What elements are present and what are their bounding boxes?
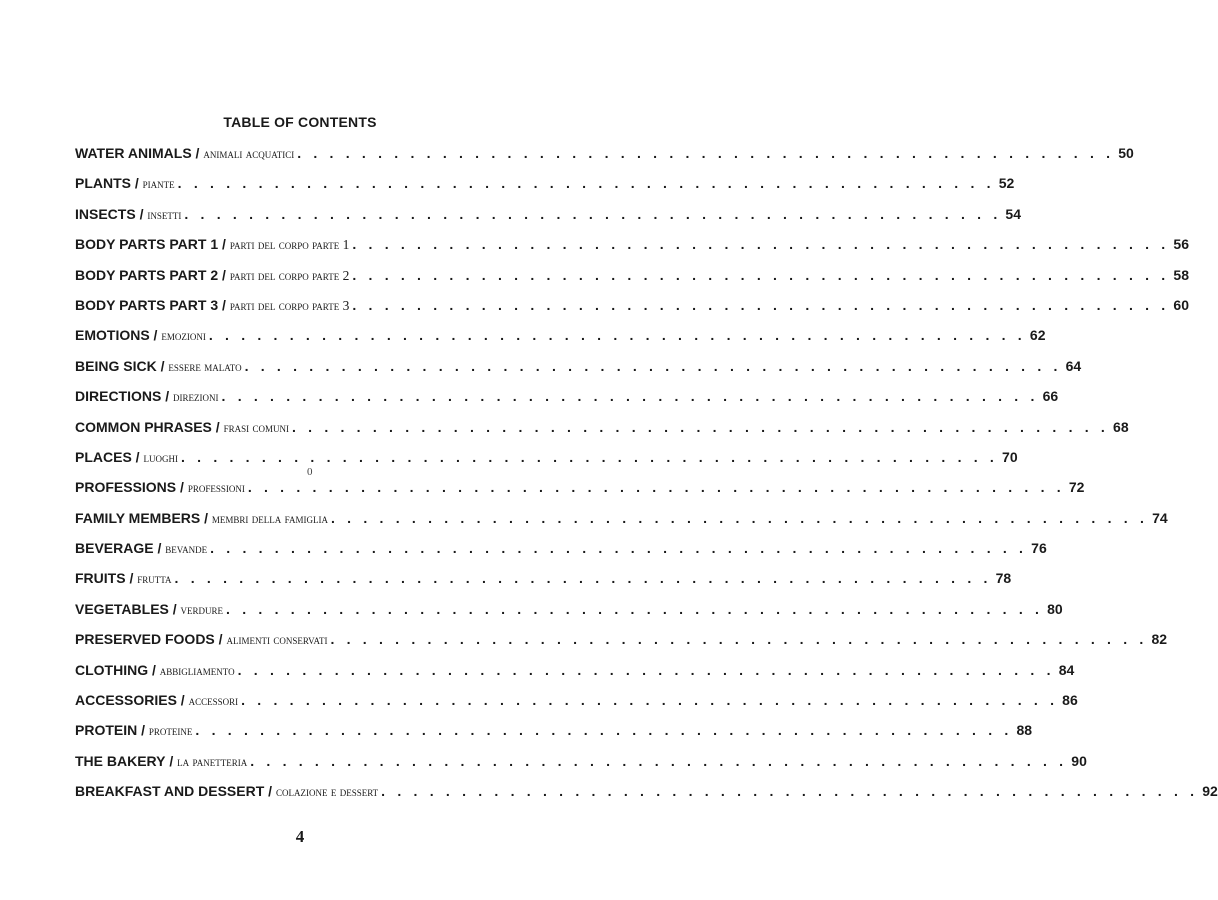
toc-entry-separator: / [135,205,148,222]
toc-entry-page: 88 [1016,722,1033,739]
toc-entry-italian: parti del corpo parte 1 [229,237,350,253]
toc-entry-english: BREAKFAST AND DESSERT [75,783,265,800]
toc-entry-english: BEVERAGE [75,540,154,557]
toc-entry-page: 52 [998,175,1015,192]
toc-entry-separator: / [191,145,204,161]
toc-entry-leader-dots: . . . . . . . . . . . . . . . . . . . . . . . . . . . . . . . . . . . . . . . . . . . . . . . . . . . [247,479,1065,496]
toc-entry [75,600,1063,631]
toc-entry-english: PLANTS [75,175,131,192]
page-number: 4 [295,827,305,846]
toc-entry-leader-dots: . . . . . . . . . . . . . . . . . . . . . . . . . . . . . . . . . . . . . . . . . . . . . . . . . . . [352,236,1170,253]
toc-entry [75,236,1189,266]
toc-entry [75,327,1046,357]
toc-entry [75,205,1021,236]
toc-entry-italian: frasi comuni [223,419,289,435]
toc-entry-italian: insetti [147,206,182,222]
toc-entry-italian: abbigliamento [159,662,235,678]
toc-entry-page: 78 [995,570,1012,587]
toc-entry-leader-dots: . . . . . . . . . . . . . . . . . . . . . . . . . . . . . . . . . . . . . . . . . . . . . . . . . . . [184,205,1002,222]
toc-entry-italian: alimenti conservati [226,632,328,648]
toc-entry-english: PLACES [75,448,132,465]
toc-entry-leader-dots: . . . . . . . . . . . . . . . . . . . . . . . . . . . . . . . . . . . . . . . . . . . . . . . . . . . [331,509,1149,526]
toc-entry-separator: / [168,600,181,617]
toc-entry-leader-dots: . . . . . . . . . . . . . . . . . . . . . . . . . . . . . . . . . . . . . . . . . . . . . . . . . . . [195,722,1013,739]
toc-entry-page: 50 [1118,145,1134,161]
toc-entry-italian: la panetteria [177,753,248,769]
toc-entry-english: COMMON PHRASES [75,418,212,435]
toc-entry [75,266,1189,297]
toc-entry-separator: / [176,479,188,496]
toc-entry-separator: / [131,448,144,465]
toc-entry [75,570,1012,600]
toc-entry [75,448,1018,479]
toc-entry-leader-dots: . . . . . . . . . . . . . . . . . . . . . . . . . . . . . . . . . . . . . . . . . . . . . . . . . . . [210,540,1028,557]
toc-entry-page: 82 [1151,631,1168,648]
toc-entry-separator: / [214,631,227,648]
toc-entry-page: 84 [1058,661,1075,678]
toc-entry-english: FAMILY MEMBERS [75,509,201,526]
toc-entry-page: 92 [1202,783,1218,800]
toc-entry-page: 54 [1005,205,1021,222]
toc-entry-separator: / [153,540,166,557]
toc-entry-italian: emozioni [161,328,206,344]
toc-entry-leader-dots: . . . . . . . . . . . . . . . . . . . . . . . . . . . . . . . . . . . . . . . . . . . . . . . . . . . [352,296,1170,313]
toc-entry [75,692,1078,722]
toc-entry-page: 70 [1002,448,1018,465]
toc-entry-page: 62 [1029,327,1046,344]
toc-entry-leader-dots: . . . . . . . . . . . . . . . . . . . . . . . . . . . . . . . . . . . . . . . . . . . . . . . . . . . [174,570,992,587]
toc-entry-english: PROFESSIONS [75,479,177,496]
toc-entry-italian: accessori [188,693,239,709]
toc-entry-english: CLOTHING [75,661,149,678]
toc-entry-leader-dots: . . . . . . . . . . . . . . . . . . . . . . . . . . . . . . . . . . . . . . . . . . . . . . . . . . . [226,600,1044,617]
toc-entry [75,418,1129,449]
toc-entry-english: EMOTIONS [75,327,150,344]
toc-entry-english: BODY PARTS PART 2 [75,266,219,283]
toc-entry-english: INSECTS [75,205,136,222]
toc-entry-italian: professioni [187,480,245,496]
toc-entry-separator: / [131,175,143,192]
toc-entry-separator: / [148,661,160,678]
toc-entry [75,388,1059,418]
toc-list [75,145,1218,814]
toc-entry-italian: bevande [165,541,208,557]
toc-entry-separator: / [211,418,224,435]
toc-entry-page: 80 [1047,600,1063,617]
toc-entry-page: 64 [1065,357,1082,374]
toc-entry-italian: direzioni [173,389,219,405]
toc-entry-leader-dots: . . . . . . . . . . . . . . . . . . . . . . . . . . . . . . . . . . . . . . . . . . . . . . . . . . . [352,266,1170,283]
toc-entry-leader-dots: . . . . . . . . . . . . . . . . . . . . . . . . . . . . . . . . . . . . . . . . . . . . . . . . . . . [208,327,1026,344]
stray-mark: 0 [307,466,313,478]
toc-entry-separator: / [264,783,276,800]
toc-entry-separator: / [218,266,230,283]
toc-entry [75,631,1168,661]
toc-entry [75,296,1189,327]
toc-entry-english: PROTEIN [75,722,138,739]
toc-entry-english: BODY PARTS PART 3 [75,296,219,313]
toc-entry-leader-dots: . . . . . . . . . . . . . . . . . . . . . . . . . . . . . . . . . . . . . . . . . . . . . . . . . . . [291,418,1110,435]
toc-entry-page: 90 [1071,752,1087,769]
toc-entry-english: VEGETABLES [75,600,169,617]
toc-entry-italian: luoghi [143,449,178,465]
toc-entry-leader-dots: . . . . . . . . . . . . . . . . . . . . . . . . . . . . . . . . . . . . . . . . . . . . . . . . . . . [330,631,1148,648]
toc-entry-italian: frutta [137,571,172,587]
toc-entry [75,752,1087,783]
toc-entry-page: 68 [1113,418,1129,435]
toc-entry-separator: / [149,327,162,344]
toc-entry [75,661,1075,692]
toc-entry [75,540,1047,570]
toc-entry-leader-dots: . . . . . . . . . . . . . . . . . . . . . . . . . . . . . . . . . . . . . . . . . . . . . . . . . . . [180,448,999,465]
toc-entry-italian: parti del corpo parte 2 [229,267,350,283]
toc-title: TABLE OF CONTENTS [223,114,377,130]
toc-entry [75,357,1082,388]
toc-entry [75,722,1033,752]
toc-entry-english: FRUITS [75,570,126,587]
toc-entry-separator: / [161,388,174,405]
toc-entry-italian: colazione e dessert [275,784,379,800]
toc-entry-italian: membri della famiglia [211,510,328,526]
toc-entry-english: DIRECTIONS [75,388,162,405]
toc-entry-separator: / [137,722,149,739]
toc-entry [75,479,1085,509]
toc-entry-page: 60 [1173,296,1189,313]
toc-entry-english: WATER ANIMALS [75,145,192,161]
toc-entry-separator: / [218,296,230,313]
toc-entry-page: 86 [1062,692,1078,709]
toc-entry-leader-dots: . . . . . . . . . . . . . . . . . . . . . . . . . . . . . . . . . . . . . . . . . . . . . . . . . . . [177,175,995,192]
toc-entry-separator: / [176,692,189,709]
toc-entry-italian: proteine [148,723,193,739]
toc-entry-page: 72 [1068,479,1085,496]
toc-entry-italian: verdure [180,601,224,617]
toc-entry-separator: / [165,752,178,769]
toc-entry-page: 58 [1173,266,1189,283]
toc-entry [75,783,1218,813]
toc-entry-separator: / [125,570,138,587]
toc-entry-leader-dots: . . . . . . . . . . . . . . . . . . . . . . . . . . . . . . . . . . . . . . . . . . . . . . . . . . . [237,661,1055,678]
toc-entry-english: THE BAKERY [75,752,166,769]
toc-entry-leader-dots: . . . . . . . . . . . . . . . . . . . . . . . . . . . . . . . . . . . . . . . . . . . . . . . . . . . [297,145,1115,161]
toc-entry-english: BODY PARTS PART 1 [75,236,219,253]
toc-entry-english: ACCESSORIES [75,692,177,709]
toc-entry-english: BEING SICK [75,357,157,374]
toc-entry-separator: / [156,357,169,374]
toc-entry [75,145,1134,175]
toc-entry-separator: / [200,509,212,526]
toc-entry-leader-dots: . . . . . . . . . . . . . . . . . . . . . . . . . . . . . . . . . . . . . . . . . . . . . . . . . . . [244,357,1062,374]
toc-entry-italian: piante [142,176,175,192]
toc-entry [75,175,1015,205]
toc-entry-separator: / [218,236,230,253]
toc-entry-italian: animali acquatici [203,146,295,161]
toc-entry-page: 66 [1042,388,1059,405]
toc-entry-italian: essere malato [168,358,242,374]
toc-entry-leader-dots: . . . . . . . . . . . . . . . . . . . . . . . . . . . . . . . . . . . . . . . . . . . . . . . . . . . [221,388,1039,405]
toc-entry-leader-dots: . . . . . . . . . . . . . . . . . . . . . . . . . . . . . . . . . . . . . . . . . . . . . . . . . . . [381,783,1199,800]
toc-entry [75,509,1168,540]
toc-entry-leader-dots: . . . . . . . . . . . . . . . . . . . . . . . . . . . . . . . . . . . . . . . . . . . . . . . . . . . [250,752,1068,769]
toc-entry-english: PRESERVED FOODS [75,631,215,648]
toc-entry-page: 74 [1152,509,1168,526]
toc-entry-page: 56 [1173,236,1189,253]
toc-entry-italian: parti del corpo parte 3 [229,297,350,313]
toc-entry-page: 76 [1031,540,1047,557]
toc-entry-leader-dots: . . . . . . . . . . . . . . . . . . . . . . . . . . . . . . . . . . . . . . . . . . . . . . . . . . . [241,692,1059,709]
